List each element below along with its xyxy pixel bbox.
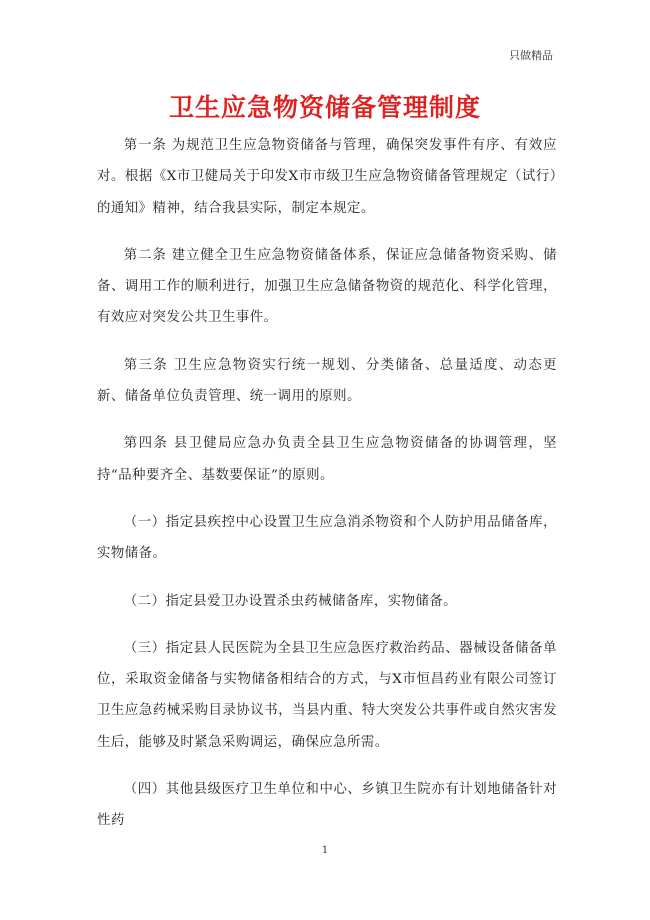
paragraph-article-3: 第三条 卫生应急物资实行统一规划、分类储备、总量适度、动态更新、储备单位负责管理、统一调用的原则。 [97, 357, 557, 405]
document-title: 卫生应急物资储备管理制度 [168, 93, 481, 122]
paragraph-item-1: （一）指定县疾控中心设置卫生应急消杀物资和个人防护用品储备库，实物储备。 [97, 514, 557, 562]
paragraph-article-4: 第四条 县卫健局应急办负责全县卫生应急物资储备的协调管理，坚持“品种要齐全、基数要保证”的原则。 [97, 436, 557, 483]
paragraph-item-3: （三）指定县人民医院为全县卫生应急医疗救治药品、器械设备储备单位，采取资金储备与实物储备相结合的方式，与X市恒昌药业有限公司签订卫生应急药械采购目录协议书，当县内重、特大突发公共事件或自然灾害发生后，能够及时紧急采购调运，确保应急所需。 [97, 640, 557, 750]
paragraph-item-4: （四）其他县级医疗卫生单位和中心、乡镇卫生院亦有计划地储备针对性药 [97, 782, 557, 829]
header-tag: 只做精品 [509, 49, 553, 62]
paragraph-article-2: 第二条 建立健全卫生应急物资储备体系，保证应急储备物资采购、储备、调用工作的顺利进行，加强卫生应急储备物资的规范化、科学化管理，有效应对突发公共卫生事件。 [97, 247, 557, 326]
paragraph-item-2: （二）指定县爱卫办设置杀虫药械储备库，实物储备。 [123, 593, 458, 609]
document-body [97, 130, 557, 853]
paragraph-article-1: 第一条 为规范卫生应急物资储备与管理，确保突发事件有序、有效应对。根据《X市卫健局关于印发X市市级卫生应急物资储备管理规定（试行）的通知》精神，结合我县实际，制定本规定。 [97, 138, 557, 216]
page-number: 1 [321, 845, 329, 856]
